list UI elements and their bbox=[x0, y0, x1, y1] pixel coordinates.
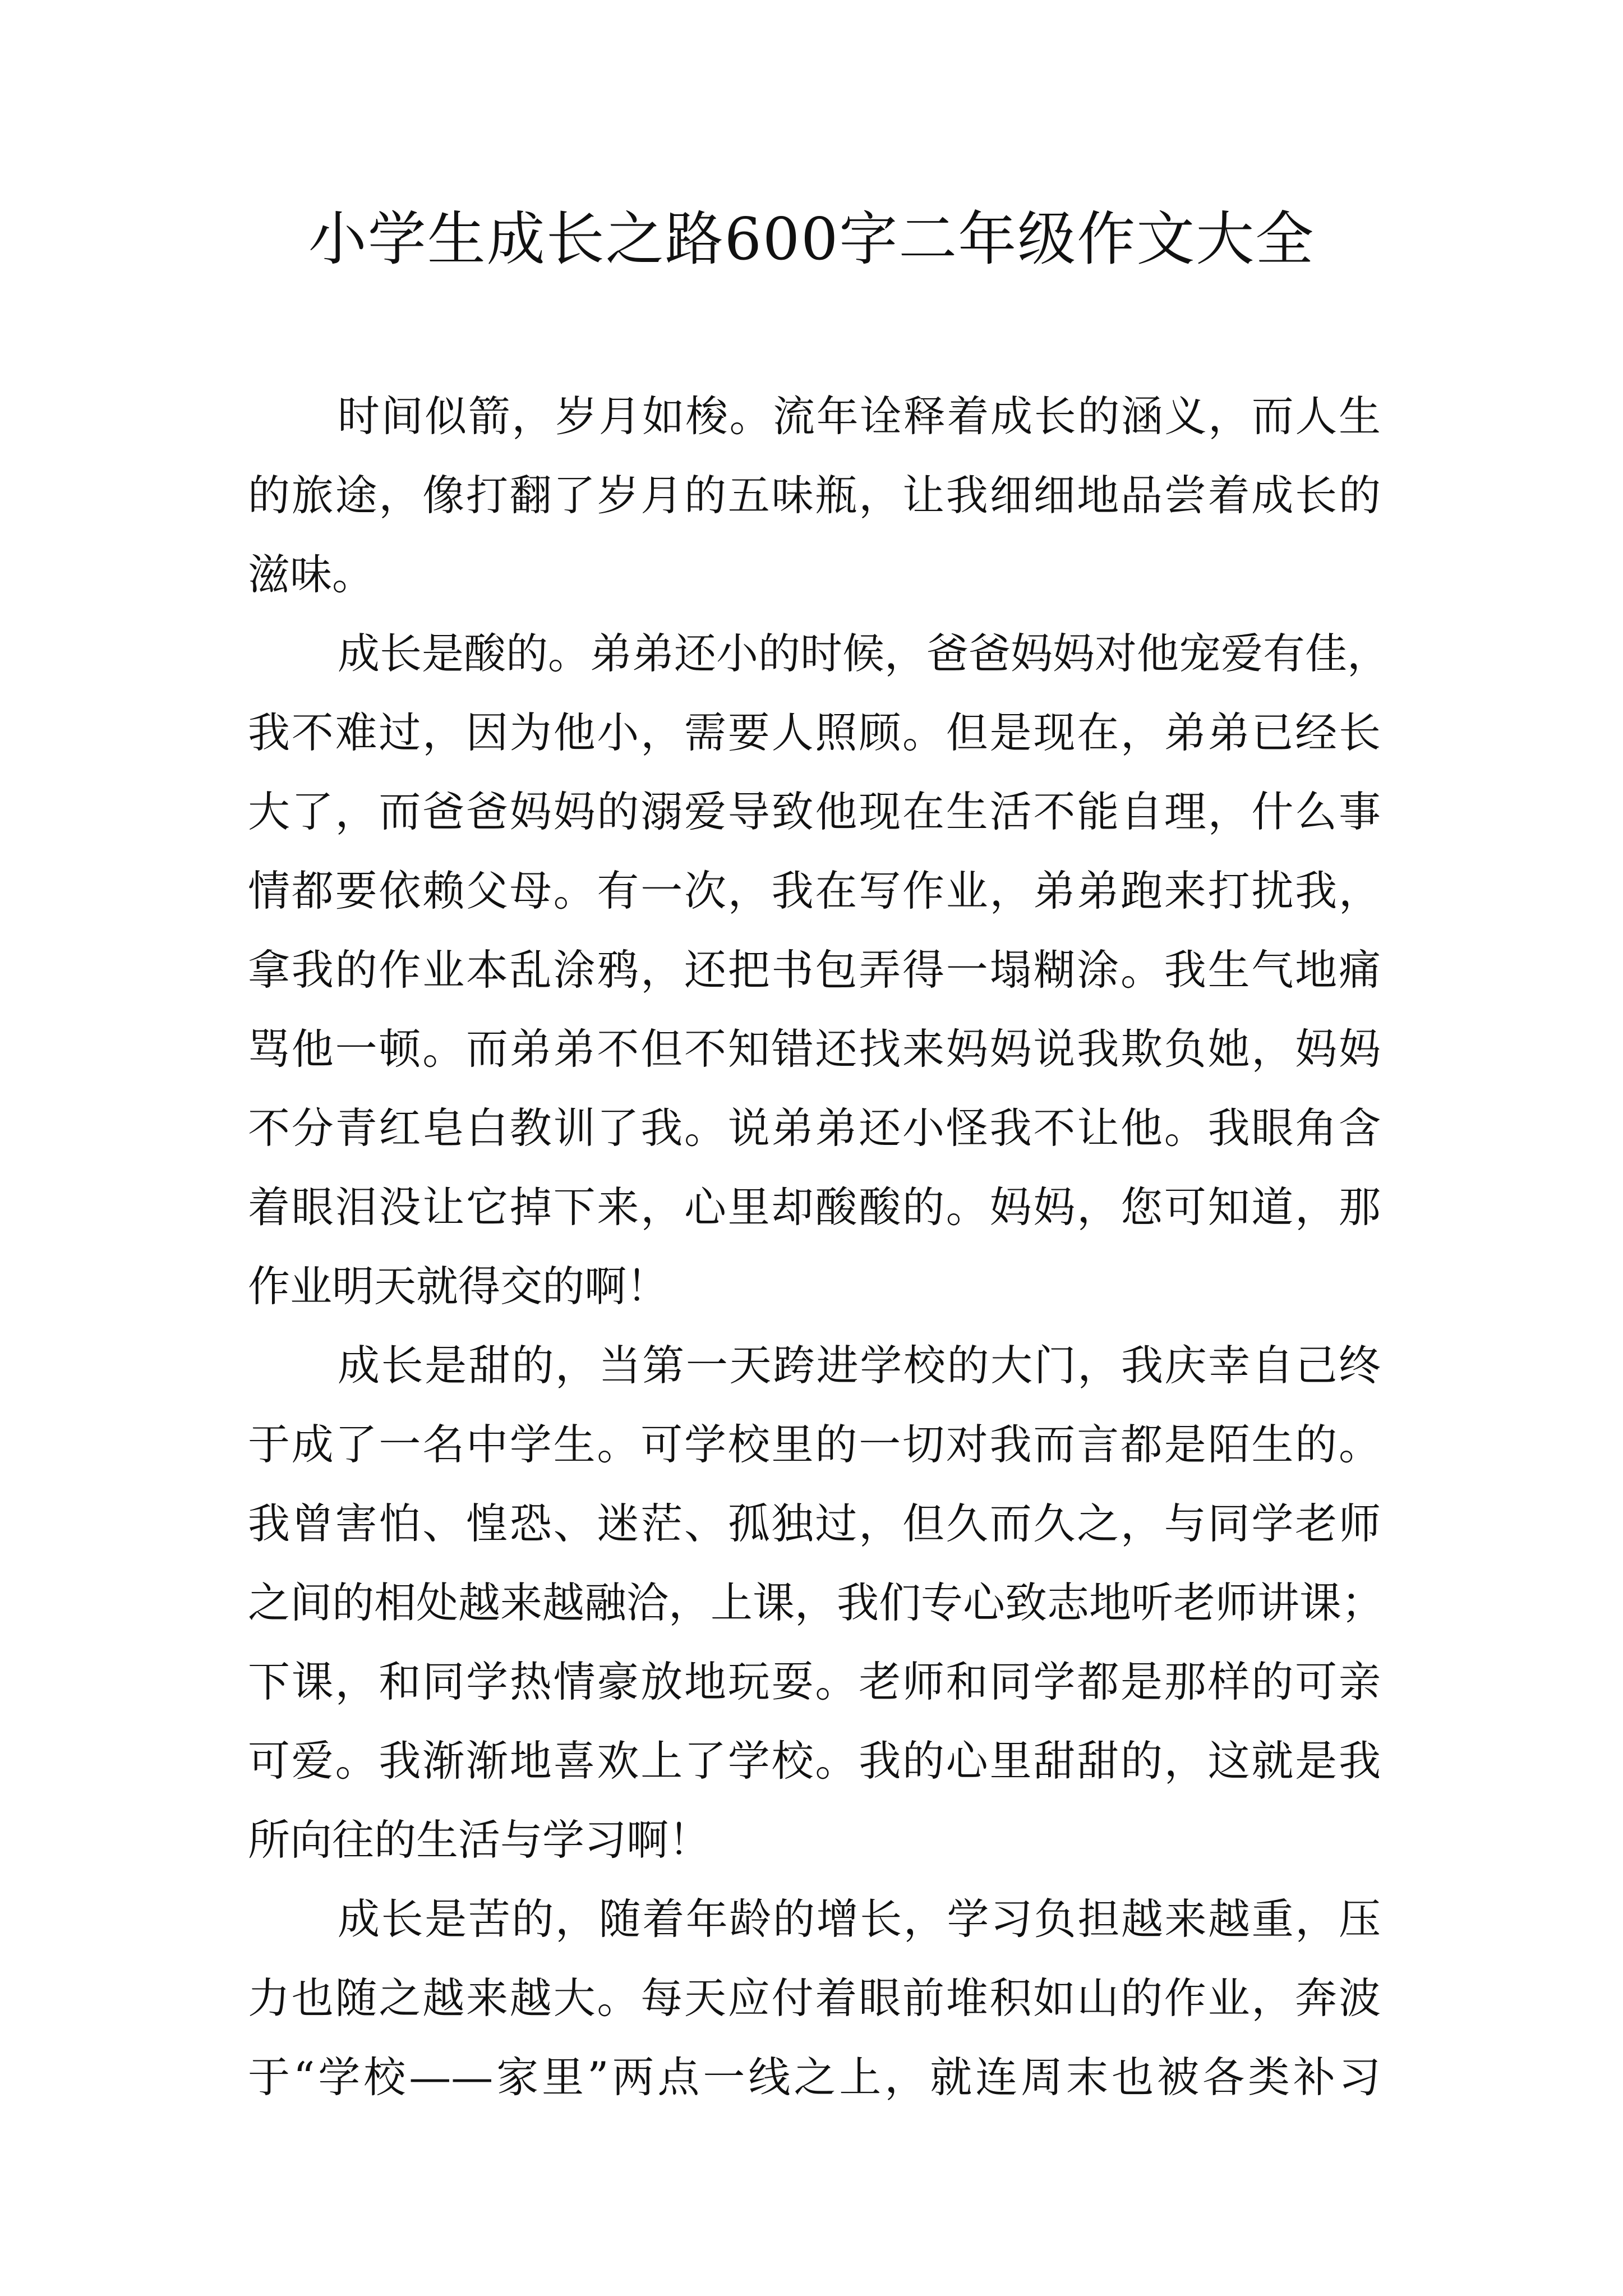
paragraph bbox=[248, 377, 1381, 614]
text-line: 力也随之越来越大。每天应付着眼前堆积如山的作业，奔波 bbox=[248, 1973, 1381, 2023]
document-body bbox=[248, 377, 1390, 2117]
text-line: 拿我的作业本乱涂鸦，还把书包弄得一塌糊涂。我生气地痛 bbox=[248, 945, 1381, 995]
paragraph bbox=[248, 1326, 1384, 1880]
text-line: 下课，和同学热情豪放地玩耍。老师和同学都是那样的可亲 bbox=[248, 1657, 1381, 1706]
text-line: 着眼泪没让它掉下来，心里却酸酸的。妈妈，您可知道，那 bbox=[248, 1182, 1381, 1232]
text-line: 不分青红皂白教训了我。说弟弟还小怪我不让他。我眼角含 bbox=[248, 1103, 1381, 1153]
text-line: 之间的相处越来越融洽，上课，我们专心致志地听老师讲课； bbox=[248, 1578, 1384, 1627]
text-line: 可爱。我渐渐地喜欢上了学校。我的心里甜甜的，这就是我 bbox=[248, 1736, 1381, 1786]
text-line: 作业明天就得交的啊！ bbox=[248, 1262, 669, 1311]
paragraph bbox=[248, 614, 1390, 1326]
text-line: 于成了一名中学生。可学校里的一切对我而言都是陌生的。 bbox=[248, 1420, 1381, 1469]
text-line: 滋味。 bbox=[248, 550, 375, 599]
paragraph bbox=[248, 1880, 1381, 2117]
text-line: 情都要依赖父母。有一次，我在写作业，弟弟跑来打扰我， bbox=[248, 866, 1381, 915]
text-line: 成长是甜的，当第一天跨进学校的大门，我庆幸自己终 bbox=[338, 1341, 1381, 1390]
text-line: 时间似箭，岁月如梭。流年诠释着成长的涵义，而人生 bbox=[338, 392, 1381, 441]
text-line: 成长是酸的。弟弟还小的时候，爸爸妈妈对他宠爱有佳， bbox=[338, 629, 1390, 678]
text-line: 于“学校——家里”两点一线之上，就连周末也被各类补习 bbox=[248, 2053, 1381, 2102]
document-title: 小学生成长之路600字二年级作文大全 bbox=[308, 205, 1315, 273]
text-line: 成长是苦的，随着年龄的增长，学习负担越来越重，压 bbox=[338, 1894, 1381, 1944]
text-line: 我曾害怕、惶恐、迷茫、孤独过，但久而久之，与同学老师 bbox=[248, 1499, 1381, 1548]
text-line: 大了，而爸爸妈妈的溺爱导致他现在生活不能自理，什么事 bbox=[248, 787, 1381, 836]
text-line: 所向往的生活与学习啊！ bbox=[248, 1815, 711, 1865]
text-line: 的旅途，像打翻了岁月的五味瓶，让我细细地品尝着成长的 bbox=[248, 471, 1381, 520]
text-line: 骂他一顿。而弟弟不但不知错还找来妈妈说我欺负她，妈妈 bbox=[248, 1024, 1381, 1074]
text-line: 我不难过，因为他小，需要人照顾。但是现在，弟弟已经长 bbox=[248, 708, 1381, 757]
